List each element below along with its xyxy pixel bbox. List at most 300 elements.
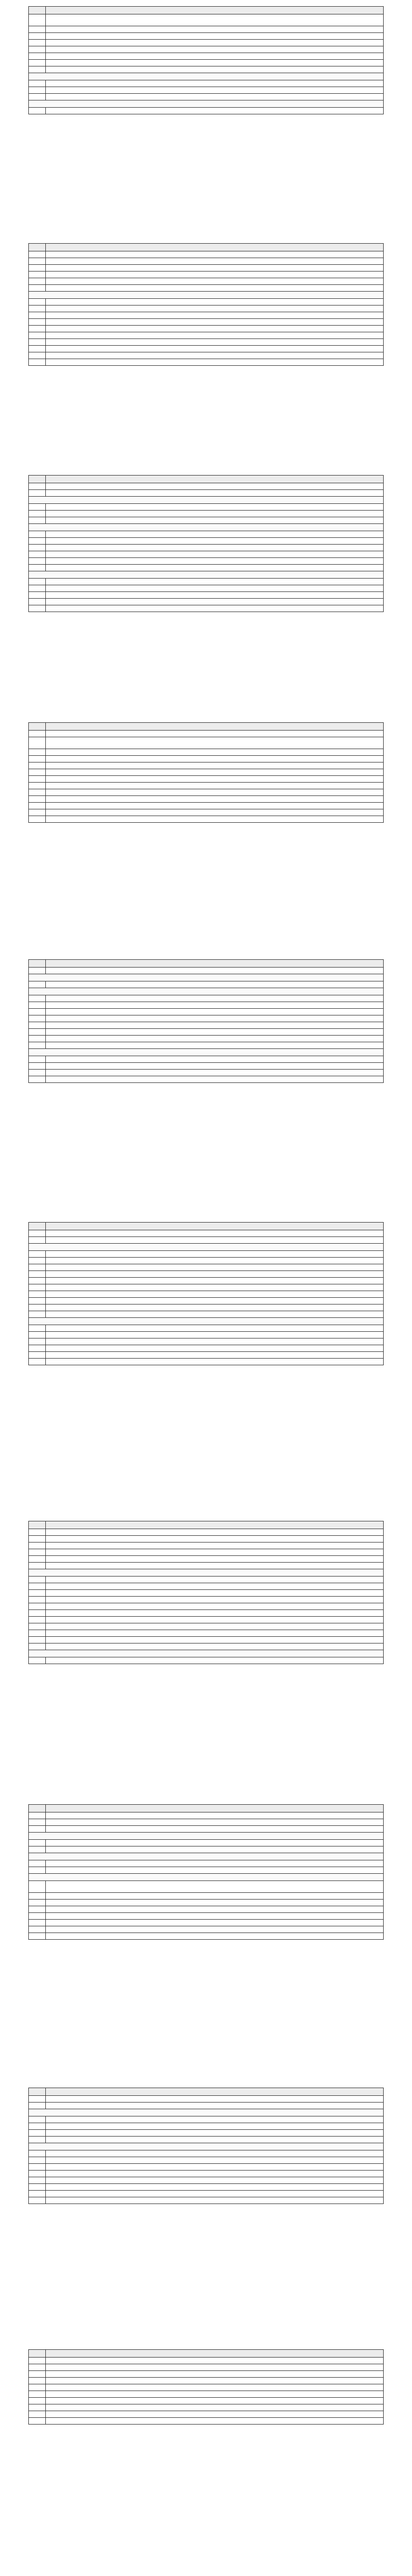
section-label bbox=[29, 292, 384, 299]
table-row bbox=[29, 2150, 384, 2157]
row-number bbox=[29, 1536, 46, 1543]
row-text bbox=[46, 796, 384, 803]
table-row bbox=[29, 1529, 384, 1536]
row-number bbox=[29, 538, 46, 545]
table-row bbox=[29, 1036, 384, 1042]
row-text bbox=[46, 1933, 384, 1940]
row-text bbox=[46, 1529, 384, 1536]
row-number bbox=[29, 1617, 46, 1623]
table-row bbox=[29, 968, 384, 974]
section-row bbox=[29, 1853, 384, 1860]
header-num bbox=[29, 244, 46, 251]
row-number bbox=[29, 46, 46, 53]
row-number bbox=[29, 605, 46, 612]
row-text bbox=[46, 1597, 384, 1603]
section-row bbox=[29, 988, 384, 995]
row-text bbox=[46, 2418, 384, 2425]
section-row bbox=[29, 1049, 384, 1056]
row-number bbox=[29, 1577, 46, 1583]
section-label bbox=[29, 524, 384, 531]
table-row bbox=[29, 2123, 384, 2130]
table-row bbox=[29, 809, 384, 816]
row-number bbox=[29, 1543, 46, 1549]
row-text bbox=[46, 359, 384, 366]
row-number bbox=[29, 579, 46, 585]
row-text bbox=[46, 2096, 384, 2103]
responsibility-table bbox=[28, 722, 384, 823]
row-text bbox=[46, 737, 384, 749]
row-text bbox=[46, 1643, 384, 1650]
table-row bbox=[29, 1630, 384, 1637]
row-number bbox=[29, 2378, 46, 2384]
section-label bbox=[29, 571, 384, 579]
row-text bbox=[46, 2398, 384, 2404]
section-row bbox=[29, 1650, 384, 1657]
row-text bbox=[46, 1359, 384, 1365]
row-text bbox=[46, 40, 384, 46]
row-text bbox=[46, 995, 384, 1002]
row-number bbox=[29, 339, 46, 346]
table-row bbox=[29, 1015, 384, 1022]
row-number bbox=[29, 1603, 46, 1610]
row-text bbox=[46, 605, 384, 612]
row-text bbox=[46, 1070, 384, 1076]
table-row bbox=[29, 1867, 384, 1874]
table-row bbox=[29, 731, 384, 737]
row-text bbox=[46, 265, 384, 272]
row-number bbox=[29, 33, 46, 40]
table-row bbox=[29, 737, 384, 749]
table-header-row bbox=[29, 7, 384, 14]
row-number bbox=[29, 1643, 46, 1650]
row-number bbox=[29, 2177, 46, 2184]
row-number bbox=[29, 2398, 46, 2404]
row-text bbox=[46, 285, 384, 292]
row-number bbox=[29, 1042, 46, 1049]
row-text bbox=[46, 1237, 384, 1244]
row-text bbox=[46, 1284, 384, 1291]
table-row bbox=[29, 1230, 384, 1237]
row-text bbox=[46, 14, 384, 26]
row-text bbox=[46, 2116, 384, 2123]
table-row bbox=[29, 1637, 384, 1643]
row-text bbox=[46, 2358, 384, 2364]
table-row bbox=[29, 1251, 384, 1258]
table-row bbox=[29, 2378, 384, 2384]
table-row bbox=[29, 14, 384, 26]
row-text bbox=[46, 1251, 384, 1258]
table-row bbox=[29, 551, 384, 558]
table-row bbox=[29, 1840, 384, 1846]
row-text bbox=[46, 2164, 384, 2171]
table-row bbox=[29, 483, 384, 490]
row-text bbox=[46, 769, 384, 776]
row-number bbox=[29, 60, 46, 66]
row-text bbox=[46, 306, 384, 312]
row-text bbox=[46, 1610, 384, 1617]
table-row bbox=[29, 33, 384, 40]
row-number bbox=[29, 1563, 46, 1569]
row-text bbox=[46, 579, 384, 585]
row-text bbox=[46, 2391, 384, 2398]
table-header-row bbox=[29, 2350, 384, 2358]
section-label bbox=[29, 974, 384, 981]
row-text bbox=[46, 1009, 384, 1015]
section-label bbox=[29, 1833, 384, 1840]
row-text bbox=[46, 1022, 384, 1029]
table-row bbox=[29, 1913, 384, 1920]
table-row bbox=[29, 2177, 384, 2184]
header-content bbox=[46, 960, 384, 968]
row-number bbox=[29, 1926, 46, 1933]
table-row bbox=[29, 1657, 384, 1664]
table-row bbox=[29, 585, 384, 592]
section-label bbox=[29, 1318, 384, 1325]
row-text bbox=[46, 981, 384, 988]
row-number bbox=[29, 1549, 46, 1556]
row-number bbox=[29, 1002, 46, 1009]
row-text bbox=[46, 483, 384, 490]
row-text bbox=[46, 968, 384, 974]
row-text bbox=[46, 1913, 384, 1920]
table-row bbox=[29, 2184, 384, 2191]
section-row bbox=[29, 571, 384, 579]
row-text bbox=[46, 599, 384, 605]
responsibility-table bbox=[28, 6, 384, 114]
section-row bbox=[29, 292, 384, 299]
section-row bbox=[29, 974, 384, 981]
header-num bbox=[29, 476, 46, 483]
row-number bbox=[29, 2171, 46, 2177]
row-number bbox=[29, 545, 46, 551]
header-num bbox=[29, 2350, 46, 2358]
table-header-row bbox=[29, 960, 384, 968]
row-text bbox=[46, 1920, 384, 1926]
table-row bbox=[29, 1022, 384, 1029]
table-row bbox=[29, 1812, 384, 1819]
responsibility-table bbox=[28, 475, 384, 612]
section-row bbox=[29, 100, 384, 108]
section-row bbox=[29, 497, 384, 504]
row-number bbox=[29, 558, 46, 565]
row-number bbox=[29, 592, 46, 599]
table-row bbox=[29, 1881, 384, 1893]
table-row bbox=[29, 319, 384, 326]
section-row bbox=[29, 524, 384, 531]
section-row bbox=[29, 1244, 384, 1251]
header-content bbox=[46, 1805, 384, 1812]
table-row bbox=[29, 1826, 384, 1833]
table-row bbox=[29, 749, 384, 756]
row-text bbox=[46, 2123, 384, 2130]
row-text bbox=[46, 809, 384, 816]
row-number bbox=[29, 483, 46, 490]
row-number bbox=[29, 2418, 46, 2425]
row-number bbox=[29, 968, 46, 974]
table-row bbox=[29, 1933, 384, 1940]
section-row bbox=[29, 1874, 384, 1881]
row-number bbox=[29, 1657, 46, 1664]
row-text bbox=[46, 251, 384, 258]
table-row bbox=[29, 346, 384, 352]
row-text bbox=[46, 1603, 384, 1610]
table-row bbox=[29, 1359, 384, 1365]
table-row bbox=[29, 816, 384, 823]
section-label bbox=[29, 2109, 384, 2116]
row-text bbox=[46, 1311, 384, 1318]
row-number bbox=[29, 2411, 46, 2418]
row-number bbox=[29, 2184, 46, 2191]
row-text bbox=[46, 1826, 384, 1833]
table-row bbox=[29, 1070, 384, 1076]
table-row bbox=[29, 1264, 384, 1271]
row-number bbox=[29, 1840, 46, 1846]
table-row bbox=[29, 352, 384, 359]
row-number bbox=[29, 1284, 46, 1291]
row-text bbox=[46, 592, 384, 599]
table-row bbox=[29, 2418, 384, 2425]
row-text bbox=[46, 1325, 384, 1332]
row-number bbox=[29, 531, 46, 538]
table-row bbox=[29, 2096, 384, 2103]
table-row bbox=[29, 1603, 384, 1610]
section-label bbox=[29, 100, 384, 108]
header-num bbox=[29, 1223, 46, 1230]
row-number bbox=[29, 1015, 46, 1022]
row-number bbox=[29, 803, 46, 809]
row-text bbox=[46, 531, 384, 538]
row-number bbox=[29, 1325, 46, 1332]
header-num bbox=[29, 7, 46, 14]
row-text bbox=[46, 258, 384, 265]
row-number bbox=[29, 2150, 46, 2157]
row-text bbox=[46, 1860, 384, 1867]
row-number bbox=[29, 1311, 46, 1318]
row-number bbox=[29, 1906, 46, 1913]
section-label bbox=[29, 988, 384, 995]
header-content bbox=[46, 2350, 384, 2358]
row-number bbox=[29, 1590, 46, 1597]
row-number bbox=[29, 1345, 46, 1352]
row-number bbox=[29, 80, 46, 87]
row-number bbox=[29, 796, 46, 803]
table-row bbox=[29, 1590, 384, 1597]
section-label bbox=[29, 1874, 384, 1881]
row-text bbox=[46, 2130, 384, 2137]
row-text bbox=[46, 1338, 384, 1345]
table-row bbox=[29, 1819, 384, 1826]
table-row bbox=[29, 1291, 384, 1298]
row-text bbox=[46, 94, 384, 100]
row-number bbox=[29, 1933, 46, 1940]
row-number bbox=[29, 1338, 46, 1345]
row-text bbox=[46, 731, 384, 737]
row-text bbox=[46, 551, 384, 558]
section-label bbox=[29, 1569, 384, 1577]
header-num bbox=[29, 1521, 46, 1529]
row-text bbox=[46, 2197, 384, 2204]
section-row bbox=[29, 1318, 384, 1325]
row-number bbox=[29, 737, 46, 749]
row-text bbox=[46, 2364, 384, 2371]
row-text bbox=[46, 816, 384, 823]
table-row bbox=[29, 1610, 384, 1617]
row-number bbox=[29, 2164, 46, 2171]
table-row bbox=[29, 1549, 384, 1556]
table-row bbox=[29, 558, 384, 565]
table-row bbox=[29, 53, 384, 60]
row-text bbox=[46, 1657, 384, 1664]
row-number bbox=[29, 517, 46, 524]
row-text bbox=[46, 504, 384, 511]
row-number bbox=[29, 789, 46, 796]
row-number bbox=[29, 1630, 46, 1637]
row-text bbox=[46, 2103, 384, 2109]
row-number bbox=[29, 1251, 46, 1258]
table-row bbox=[29, 2364, 384, 2371]
table-row bbox=[29, 1906, 384, 1913]
row-number bbox=[29, 1022, 46, 1029]
row-number bbox=[29, 565, 46, 571]
table-row bbox=[29, 490, 384, 497]
row-number bbox=[29, 1070, 46, 1076]
row-text bbox=[46, 1893, 384, 1900]
row-number bbox=[29, 1291, 46, 1298]
table-row bbox=[29, 517, 384, 524]
row-number bbox=[29, 2157, 46, 2164]
table-row bbox=[29, 87, 384, 94]
table-row bbox=[29, 359, 384, 366]
row-number bbox=[29, 2130, 46, 2137]
table-row bbox=[29, 60, 384, 66]
table-header-row bbox=[29, 723, 384, 731]
row-number bbox=[29, 251, 46, 258]
table-row bbox=[29, 1311, 384, 1318]
table-header-row bbox=[29, 244, 384, 251]
row-number bbox=[29, 66, 46, 73]
table-header-row bbox=[29, 1805, 384, 1812]
row-number bbox=[29, 265, 46, 272]
section-row bbox=[29, 73, 384, 80]
header-num bbox=[29, 960, 46, 968]
row-number bbox=[29, 352, 46, 359]
table-row bbox=[29, 1076, 384, 1083]
row-text bbox=[46, 1056, 384, 1063]
row-number bbox=[29, 1258, 46, 1264]
table-row bbox=[29, 1063, 384, 1070]
row-text bbox=[46, 1002, 384, 1009]
row-text bbox=[46, 1549, 384, 1556]
row-text bbox=[46, 87, 384, 94]
table-row bbox=[29, 1332, 384, 1338]
table-row bbox=[29, 1643, 384, 1650]
row-number bbox=[29, 94, 46, 100]
row-number bbox=[29, 1819, 46, 1826]
table-row bbox=[29, 278, 384, 285]
table-row bbox=[29, 94, 384, 100]
row-text bbox=[46, 312, 384, 319]
section-label bbox=[29, 1244, 384, 1251]
row-number bbox=[29, 26, 46, 33]
table-row bbox=[29, 1258, 384, 1264]
row-number bbox=[29, 1881, 46, 1893]
row-text bbox=[46, 2184, 384, 2191]
row-number bbox=[29, 2197, 46, 2204]
row-number bbox=[29, 346, 46, 352]
row-number bbox=[29, 1359, 46, 1365]
table-row bbox=[29, 1556, 384, 1563]
row-number bbox=[29, 2137, 46, 2143]
table-row bbox=[29, 1352, 384, 1359]
table-row bbox=[29, 2197, 384, 2204]
row-text bbox=[46, 1042, 384, 1049]
row-text bbox=[46, 46, 384, 53]
row-number bbox=[29, 1826, 46, 1833]
row-number bbox=[29, 332, 46, 339]
section-label bbox=[29, 73, 384, 80]
row-number bbox=[29, 258, 46, 265]
table-row bbox=[29, 1325, 384, 1332]
responsibility-table bbox=[28, 1804, 384, 1940]
table-row bbox=[29, 1597, 384, 1603]
row-text bbox=[46, 511, 384, 517]
row-number bbox=[29, 783, 46, 789]
row-text bbox=[46, 1926, 384, 1933]
section-row bbox=[29, 2143, 384, 2150]
row-text bbox=[46, 1867, 384, 1874]
table-row bbox=[29, 756, 384, 762]
row-text bbox=[46, 1840, 384, 1846]
row-number bbox=[29, 14, 46, 26]
table-row bbox=[29, 776, 384, 783]
header-content bbox=[46, 1521, 384, 1529]
row-number bbox=[29, 278, 46, 285]
table-row bbox=[29, 1345, 384, 1352]
table-row bbox=[29, 762, 384, 769]
header-content bbox=[46, 476, 384, 483]
row-text bbox=[46, 545, 384, 551]
row-text bbox=[46, 1332, 384, 1338]
row-number bbox=[29, 1237, 46, 1244]
responsibility-table bbox=[28, 243, 384, 366]
row-number bbox=[29, 299, 46, 306]
table-header-row bbox=[29, 1223, 384, 1230]
table-row bbox=[29, 579, 384, 585]
row-text bbox=[46, 1298, 384, 1304]
row-number bbox=[29, 2123, 46, 2130]
row-text bbox=[46, 346, 384, 352]
row-number bbox=[29, 272, 46, 278]
table-row bbox=[29, 326, 384, 332]
table-row bbox=[29, 511, 384, 517]
table-row bbox=[29, 995, 384, 1002]
table-row bbox=[29, 1926, 384, 1933]
responsibility-table bbox=[28, 2088, 384, 2204]
table-row bbox=[29, 108, 384, 114]
row-text bbox=[46, 756, 384, 762]
row-text bbox=[46, 749, 384, 756]
row-text bbox=[46, 1543, 384, 1549]
row-number bbox=[29, 511, 46, 517]
row-text bbox=[46, 783, 384, 789]
row-number bbox=[29, 749, 46, 756]
row-number bbox=[29, 1860, 46, 1867]
table-row bbox=[29, 545, 384, 551]
table-row bbox=[29, 1338, 384, 1345]
row-text bbox=[46, 2378, 384, 2384]
row-text bbox=[46, 1881, 384, 1893]
row-number bbox=[29, 599, 46, 605]
